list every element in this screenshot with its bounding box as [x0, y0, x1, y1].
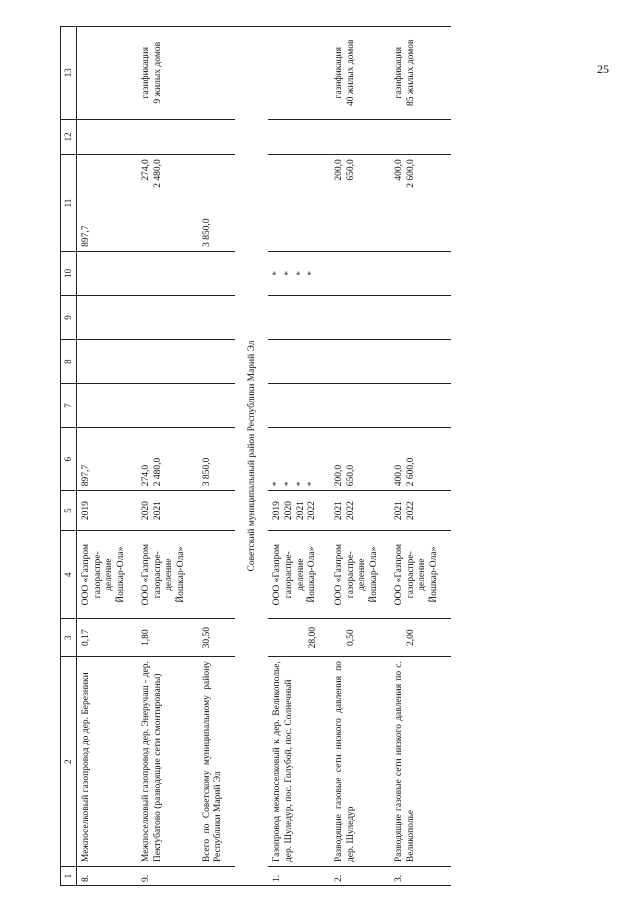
- object-name: Газопровод межпоселковый к дер. Великополье, дер. Шуледур, пос. Голубой, пос. Солнечный: [268, 657, 330, 867]
- region-row: [235, 27, 269, 886]
- cell-empty: [198, 531, 235, 619]
- header-cell: 9: [61, 295, 77, 339]
- years: 2020 2021: [137, 491, 197, 531]
- total-row: [198, 27, 235, 886]
- cell-empty: [198, 340, 235, 384]
- cell-empty: [77, 27, 138, 120]
- result-description: газификация 9 жилых домов: [137, 27, 197, 120]
- cell-empty: [77, 251, 138, 295]
- cell-empty: [330, 119, 390, 155]
- header-row: [61, 27, 77, 886]
- table-row: [330, 27, 390, 886]
- length-km: 2,00: [390, 619, 450, 657]
- cell-empty: [390, 340, 450, 384]
- years: 2019 2020 2021 2022: [268, 491, 330, 531]
- row-number: 8.: [77, 867, 138, 886]
- region-title: Советский муниципальный район Республики Марий Эл: [235, 27, 269, 886]
- table-row: [390, 27, 450, 886]
- organization: ООО «Газпром газораспре- деление Йошкар-Ола»: [137, 531, 197, 619]
- organization: ООО «Газпром газораспре- деление Йошкар-Ола»: [330, 531, 390, 619]
- length-km: 28,00: [268, 619, 330, 657]
- row-number: 1.: [268, 867, 330, 886]
- header-cell: 3: [61, 619, 77, 657]
- cell-empty: [268, 384, 330, 428]
- header-cell: 1: [61, 867, 77, 886]
- header-cell: 7: [61, 384, 77, 428]
- own-funds: 274,0 2 480,0: [137, 155, 197, 252]
- cell-empty: [390, 251, 450, 295]
- header-cell: 12: [61, 119, 77, 155]
- cell-empty: [198, 119, 235, 155]
- cell-empty: [198, 867, 235, 886]
- object-name: Разводящие газовые сети низкого давления по дер. Шуледур: [330, 657, 390, 867]
- own-funds: 400,0 2 600,0: [390, 155, 450, 252]
- object-name: Разводящие газовые сети низкого давления по с. Великополье: [390, 657, 450, 867]
- cell-empty: [198, 384, 235, 428]
- cell-empty: [268, 119, 330, 155]
- organization: ООО «Газпром газораспре- деление Йошкар-Ола»: [77, 531, 138, 619]
- row-number: 2.: [330, 867, 390, 886]
- total-cost: 897,7: [77, 428, 138, 491]
- row-number: 3.: [390, 867, 450, 886]
- years: 2019: [77, 491, 138, 531]
- length-km: 0,17: [77, 619, 138, 657]
- row-number: 9.: [137, 867, 197, 886]
- header-cell: 11: [61, 155, 77, 252]
- table-row: [137, 27, 197, 886]
- budget-marker: * * * *: [268, 251, 330, 295]
- cell-empty: [390, 295, 450, 339]
- cell-empty: [330, 384, 390, 428]
- years: 2021 2022: [390, 491, 450, 531]
- cell-empty: [198, 295, 235, 339]
- organization: ООО «Газпром газораспре- деление Йошкар-Ола»: [390, 531, 450, 619]
- cell-empty: [137, 384, 197, 428]
- cell-empty: [330, 295, 390, 339]
- cell-empty: [268, 27, 330, 120]
- cell-empty: [137, 251, 197, 295]
- own-funds: 200,0 650,0: [330, 155, 390, 252]
- table-row: [77, 27, 138, 886]
- cell-empty: [390, 384, 450, 428]
- total-length: 30,50: [198, 619, 235, 657]
- cell-empty: [330, 340, 390, 384]
- header-cell: 8: [61, 340, 77, 384]
- header-cell: 2: [61, 657, 77, 867]
- total-cost: * * * *: [268, 428, 330, 491]
- cell-empty: [330, 251, 390, 295]
- cell-empty: [77, 295, 138, 339]
- cell-empty: [390, 119, 450, 155]
- cell-empty: [137, 119, 197, 155]
- cell-empty: [77, 384, 138, 428]
- cell-empty: [198, 27, 235, 120]
- cell-empty: [198, 251, 235, 295]
- cell-empty: [137, 295, 197, 339]
- total-own-funds: 3 850,0: [198, 155, 235, 252]
- table-row: [268, 27, 330, 886]
- total-cost: 200,0 650,0: [330, 428, 390, 491]
- object-name: Межпоселковый газопровод до дер. Березники: [77, 657, 138, 867]
- total-cost: 400,0 2 600,0: [390, 428, 450, 491]
- header-cell: 6: [61, 428, 77, 491]
- header-cell: 10: [61, 251, 77, 295]
- length-km: 0,50: [330, 619, 390, 657]
- total-label: Всего по Советскому муниципальному району Республики Марий Эл: [198, 657, 235, 867]
- result-description: газификация 85 жилых домов: [390, 27, 450, 120]
- cell-empty: [198, 491, 235, 531]
- page-number: 25: [597, 62, 609, 76]
- header-cell: 5: [61, 491, 77, 531]
- header-cell: 4: [61, 531, 77, 619]
- total-cost: 3 850,0: [198, 428, 235, 491]
- length-km: 1,80: [137, 619, 197, 657]
- header-cell: 13: [61, 27, 77, 120]
- rotated-table-container: [60, 26, 580, 886]
- own-funds: 897,7: [77, 155, 138, 252]
- years: 2021 2022: [330, 491, 390, 531]
- cell-empty: [268, 340, 330, 384]
- cell-empty: [268, 155, 330, 252]
- cell-empty: [77, 340, 138, 384]
- organization: ООО «Газпром газораспре- деление Йошкар-Ола»: [268, 531, 330, 619]
- cell-empty: [268, 295, 330, 339]
- cell-empty: [77, 119, 138, 155]
- result-description: газификация 40 жилых домов: [330, 27, 390, 120]
- cell-empty: [137, 340, 197, 384]
- investment-table: [60, 26, 451, 886]
- object-name: Межпоселковый газопровод дер. Энеручаш - дер. Пектубатово (разводящие сети смонтированы): [137, 657, 197, 867]
- total-cost: 274,0 2 480,0: [137, 428, 197, 491]
